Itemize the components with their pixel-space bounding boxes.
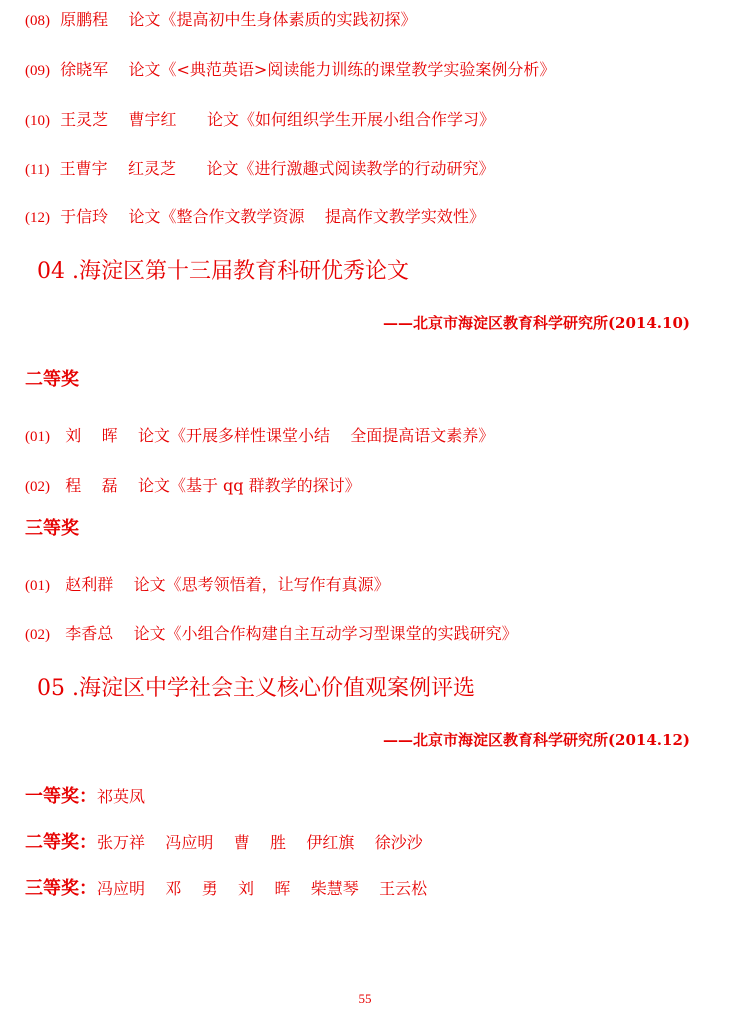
section-04-source: ——北京市海淀区教育科学研究所(2014.10) — [382, 314, 690, 332]
entry-text: 王灵芝 曹宇红 论文《如何组织学生开展小组合作学习》 — [50, 110, 496, 129]
third-prize-line — [25, 878, 427, 900]
entry-number: (02) — [25, 627, 50, 643]
second-prize-names: 张万祥 冯应明 曹 胜 伊红旗 徐沙沙 — [97, 833, 423, 852]
third-prize-names: 冯应明 邓 勇 刘 晖 柴慧琴 王云松 — [97, 879, 428, 898]
second-prize-title: 二等奖 — [25, 369, 79, 390]
third-prize-title: 三等奖 — [25, 518, 79, 539]
second-prize-label: 二等奖： — [25, 832, 97, 853]
entry-number: (09) — [25, 63, 50, 79]
entry-number: (08) — [25, 13, 50, 29]
third-prize-entry-02 — [25, 624, 518, 645]
second-prize-line — [25, 832, 423, 854]
entry-number: (01) — [25, 429, 50, 445]
page-number: 55 — [358, 991, 372, 1006]
third-prize-entry-01 — [25, 575, 390, 596]
entry-number: (01) — [25, 578, 50, 594]
entry-08 — [25, 10, 417, 31]
entry-10 — [25, 110, 495, 131]
entry-text: 赵利群 论文《思考领悟着，让写作有真源》 — [50, 575, 390, 594]
second-prize-entry-01 — [25, 426, 494, 447]
entry-12 — [25, 207, 485, 228]
entry-text: 刘 晖 论文《开展多样性课堂小结 全面提高语文素养》 — [50, 426, 495, 445]
section-05-source: ——北京市海淀区教育科学研究所(2014.12) — [382, 731, 690, 749]
section-04-heading: 04 .海淀区第十三届教育科研优秀论文 — [37, 259, 409, 284]
entry-text: 徐晓军 论文《<典范英语>阅读能力训练的课堂教学实验案例分析》 — [50, 60, 556, 79]
entry-text: 于信玲 论文《整合作文教学资源 提高作文教学实效性》 — [50, 207, 485, 226]
entry-text: 李香总 论文《小组合作构建自主互动学习型课堂的实践研究》 — [50, 624, 518, 643]
third-prize-label: 三等奖： — [25, 878, 97, 899]
entry-number: (10) — [25, 113, 50, 129]
section-05-heading: 05 .海淀区中学社会主义核心价值观案例评选 — [37, 676, 475, 701]
entry-text: 程 磊 论文《基于 qq 群教学的探讨》 — [50, 476, 361, 495]
entry-number: (11) — [25, 162, 50, 178]
entry-11 — [25, 159, 494, 180]
entry-number: (12) — [25, 210, 50, 226]
entry-text: 原鹏程 论文《提高初中生身体素质的实践初探》 — [50, 10, 417, 29]
second-prize-entry-02 — [25, 476, 361, 497]
first-prize-names: 祁英凤 — [97, 787, 146, 806]
entry-09 — [25, 60, 555, 81]
entry-text: 王曹宇 红灵芝 论文《进行激趣式阅读教学的行动研究》 — [49, 159, 495, 178]
first-prize-label: 一等奖： — [25, 786, 97, 807]
entry-number: (02) — [25, 479, 50, 495]
first-prize-line — [25, 786, 145, 808]
